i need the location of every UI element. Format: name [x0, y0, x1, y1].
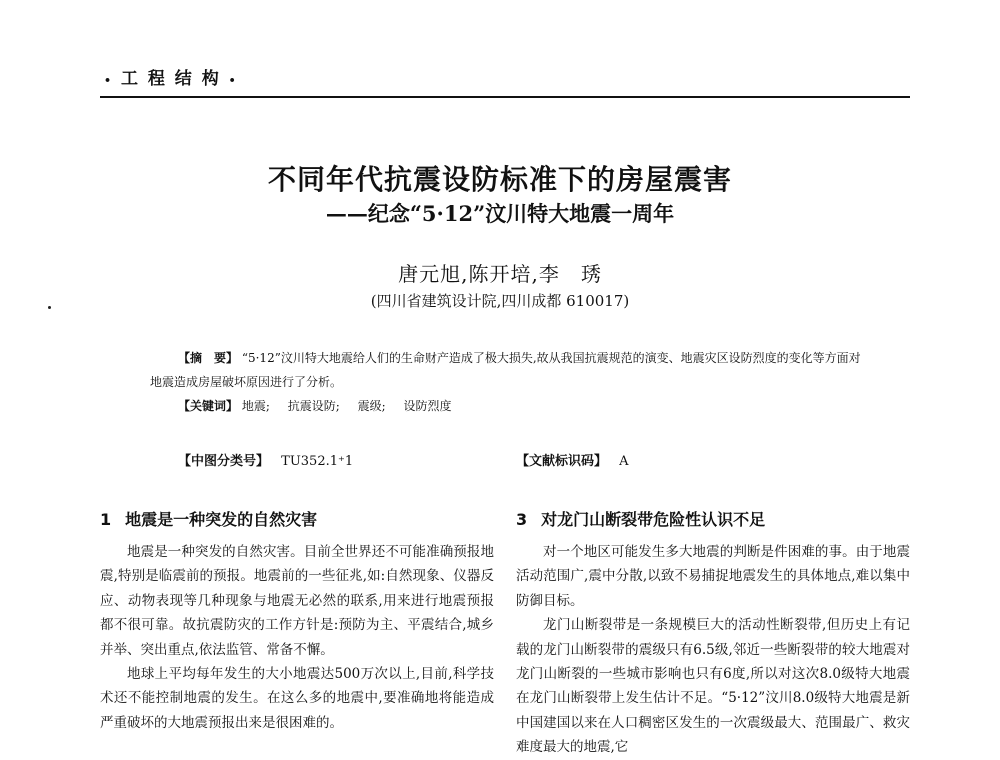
abstract-label: 【摘 要】 — [178, 351, 239, 365]
article-title: 不同年代抗震设防标准下的房屋震害 — [267, 163, 732, 196]
keyword-item: 设防烈度 — [403, 399, 452, 413]
body-paragraph: 对一个地区可能发生多大地震的判断是件困难的事。由于地震活动范围广,震中分散,以致不易捕捉地震发生的具体地点,难以集中防御目标。 — [516, 544, 910, 609]
abstract-paragraph — [150, 346, 870, 394]
left-column — [100, 508, 494, 735]
clc-classification — [178, 450, 353, 469]
section-heading — [516, 508, 910, 532]
header-divider — [100, 96, 910, 98]
article-subtitle: ——纪念“5·12”汶川特大地震一周年 — [325, 201, 675, 226]
doc-code-value: A — [619, 454, 629, 469]
abstract-block — [150, 346, 870, 418]
section-heading-text: 对龙门山断裂带危险性认识不足 — [541, 510, 766, 529]
keywords-label: 【关键词】 — [178, 399, 239, 413]
section-number: 1 — [100, 510, 112, 529]
section-number: 3 — [516, 510, 528, 529]
body-paragraph: 地球上平均每年发生的大小地震达500万次以上,目前,科学技术还不能控制地震的发生。在这么多的地震中,要准确地将能造成严重破坏的大地震预报出来是很困难的。 — [100, 666, 494, 731]
keyword-item: 抗震设防; — [287, 399, 340, 413]
body-paragraph: 地震是一种突发的自然灾害。目前全世界还不可能准确预报地震,特别是临震前的预报。地震前的一些征兆,如:自然现象、仪器反应、动物表现等几种现象与地震无必然的联系,用来进行地震预报都不很可靠。故抗震防灾的工作方针是:预防为主、平震结合,城乡并举、突出重点,依法监管、常备不懈。 — [100, 544, 494, 658]
keyword-item: 震级; — [357, 399, 386, 413]
right-column — [516, 508, 910, 760]
section-heading — [100, 508, 494, 532]
keyword-item: 地震; — [241, 399, 270, 413]
clc-label: 【中图分类号】 — [178, 454, 270, 469]
section-heading-text: 地震是一种突发的自然灾害 — [125, 510, 318, 529]
bullet-right: • — [228, 74, 238, 87]
section-label-text: 工 程 结 构 — [120, 69, 221, 89]
author-affiliation: (四川省建筑设计院,四川成都 610017) — [370, 292, 630, 310]
body-paragraph: 龙门山断裂带是一条规模巨大的活动性断裂带,但历史上有记载的龙门山断裂带的震级只有6.5级,邻近一些断裂带的较大地震对龙门山断裂的一些城市影响也只有6度,所以对这次8.0级特大地震在龙门山断裂带上发生估计不足。“5·12”汶川8.0级特大地震是新中国建国以来在人口稠密区发生的一次震级最大、范围最广、救灾难度最大的地震,它 — [516, 617, 910, 756]
document-code — [516, 450, 629, 469]
doc-code-label: 【文献标识码】 — [516, 454, 608, 469]
bullet-left: • — [104, 74, 114, 87]
article-authors: 唐元旭,陈开培,李 琇 — [398, 262, 602, 286]
abstract-text: “5·12”汶川特大地震给人们的生命财产造成了极大损失,故从我国抗震规范的演变、地震灾区设防烈度的变化等方面对地震造成房屋破坏原因进行了分析。 — [150, 351, 861, 389]
keywords-line — [150, 394, 870, 418]
journal-section-label — [104, 64, 238, 89]
clc-value: TU352.1⁺1 — [281, 454, 354, 469]
